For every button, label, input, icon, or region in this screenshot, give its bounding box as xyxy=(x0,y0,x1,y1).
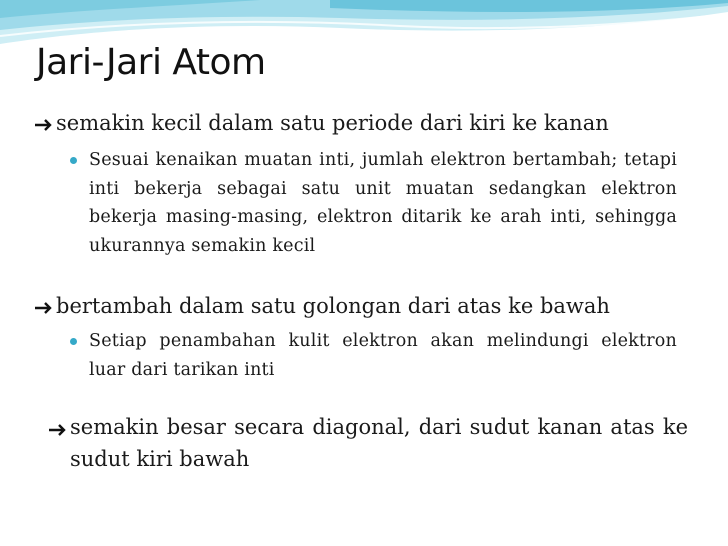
arrow-bullet-icon xyxy=(34,291,56,321)
arrow-bullet-icon xyxy=(34,108,56,138)
sub-bullet-dot-icon xyxy=(70,338,77,345)
bullet-text: semakin kecil dalam satu periode dari kiri ke kanan xyxy=(56,111,609,135)
sub-bullet-dot-icon xyxy=(70,157,77,164)
sub-bullet-periode xyxy=(89,146,677,260)
slide-title: Jari-Jari Atom xyxy=(36,42,266,83)
bullet-golongan xyxy=(34,291,610,321)
bullet-periode xyxy=(34,108,609,138)
arrow-bullet-icon xyxy=(48,411,70,475)
sub-bullet-text: Setiap penambahan kulit elektron akan melindungi elektron luar dari tarikan inti xyxy=(89,331,677,380)
bullet-text: bertambah dalam satu golongan dari atas ke bawah xyxy=(56,294,610,318)
bullet-text: semakin besar secara diagonal, dari sudut kanan atas ke sudut kiri bawah xyxy=(70,415,688,471)
sub-bullet-text: Sesuai kenaikan muatan inti, jumlah elektron bertambah; tetapi inti bekerja sebagai satu unit muatan sedangkan elektron bekerja masing-masing, elektron ditarik ke arah inti, sehingga ukurannya semakin kecil xyxy=(89,150,677,256)
sub-bullet-golongan xyxy=(89,327,677,384)
bullet-diagonal xyxy=(48,411,688,475)
